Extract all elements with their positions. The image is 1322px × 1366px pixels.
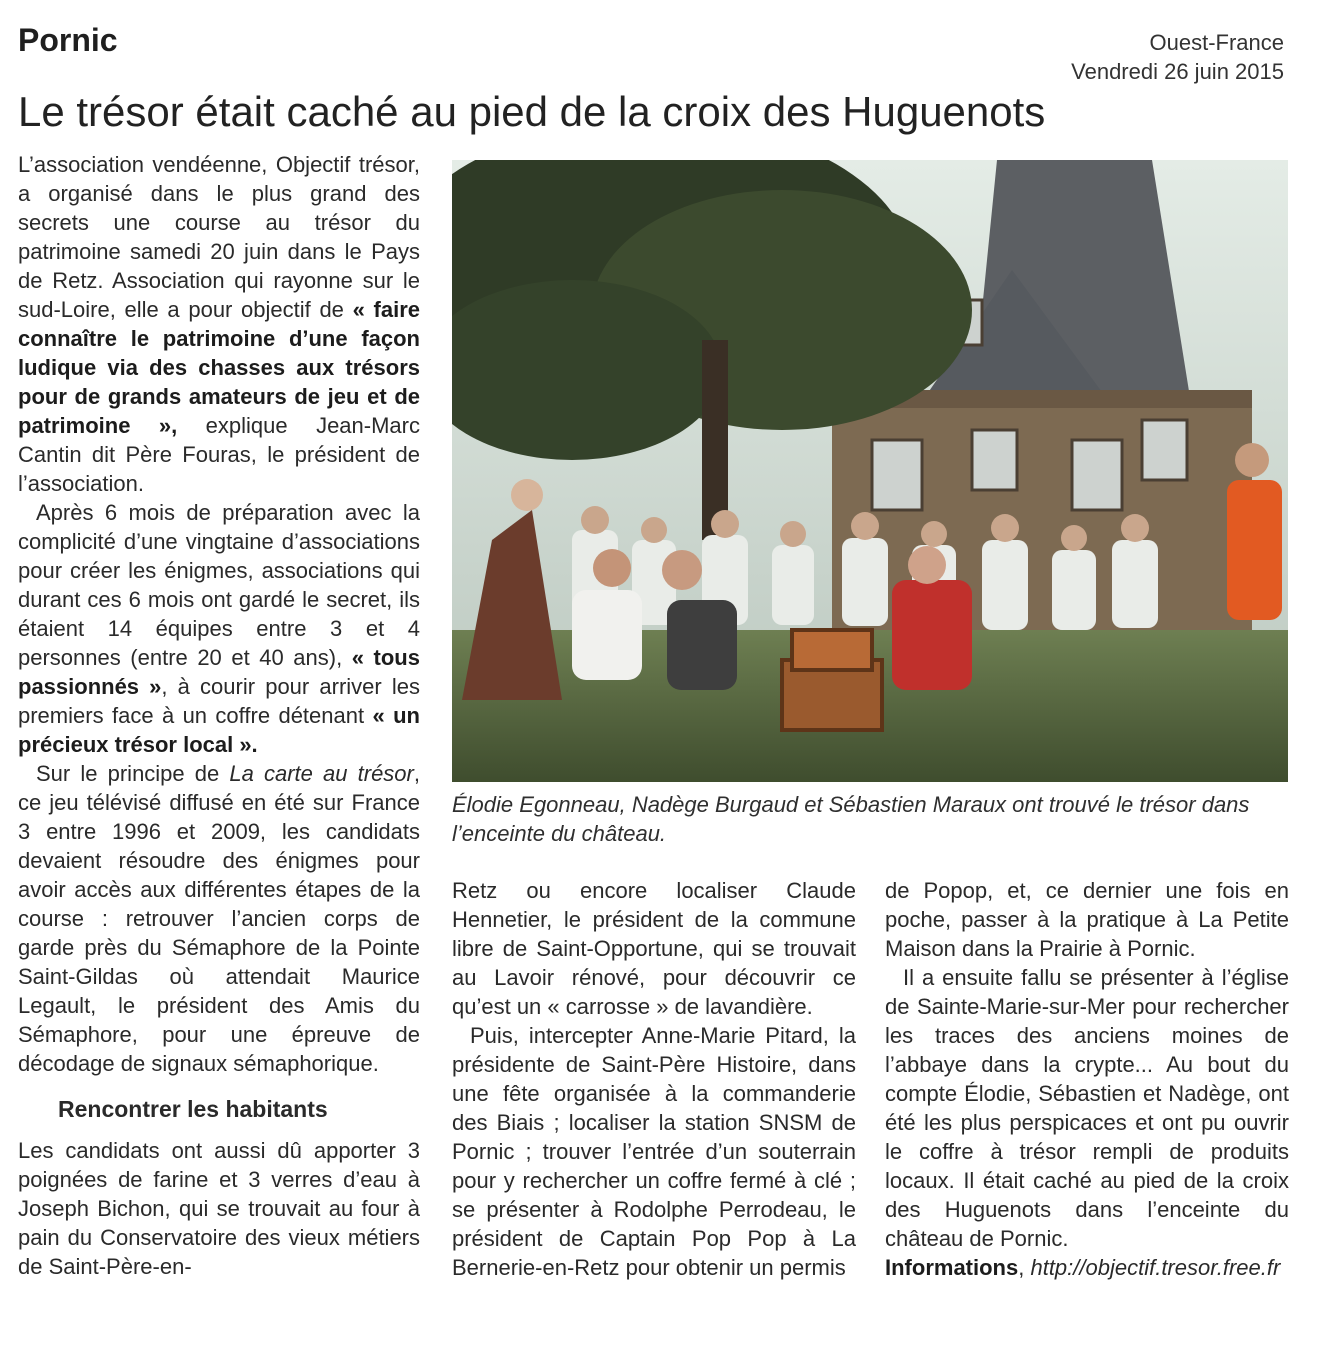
principle-text: Sur le principe de: [36, 761, 230, 786]
principle-text-end: , ce jeu télévisé diffusé en été sur France 3 entre 1996 et 2009, les candidats devaient résoudre des énigmes pour avoir accès aux différentes étapes de la course : retrouver l’ancien corps de garde près du Sémaphore de la Pointe Saint-Gildas où attendait Maurice Legault, le président des Amis du Sémaphore, pour une épreuve de décodage de signaux sémaphorique.: [18, 761, 420, 1076]
information-separator: ,: [1018, 1255, 1031, 1280]
prep-quote-2: « un précieux trésor local ».: [18, 703, 420, 757]
paragraph-intercept: Puis, intercepter Anne-Marie Pitard, la présidente de Saint-Père Histoire, dans une fête organisée à la commanderie des Biais ; localiser la station SNSM de Pornic ; trouver l’entrée d’un souterrain pour y rechercher un coffre fermé à clé ; se présenter à Rodolphe Perrodeau, le président de Captain Pop Pop à La Bernerie-en-Retz pour obtenir un permis: [452, 1023, 856, 1280]
publication-info: [1071, 28, 1284, 86]
information-line: [885, 1253, 1289, 1282]
intro-quote: « faire connaître le patrimoine d’une façon ludique via des chasses aux trésors pour de grands amateurs de jeu et de patrimoine »,: [18, 297, 420, 438]
paragraph-candidates-part2: Retz ou encore localiser Claude Hennetier, le président de la commune libre de Saint-Opportune, qui se trouvait au Lavoir rénové, pour découvrir ce qu’est un « carrosse » de lavandière.: [452, 878, 856, 1019]
prep-text-mid: , à courir pour arriver les premiers face à un coffre détenant: [18, 674, 420, 728]
photo-illustration: [452, 160, 1288, 782]
information-label: Informations: [885, 1255, 1019, 1280]
paragraph-conclusion: Il a ensuite fallu se présenter à l’église de Sainte-Marie-sur-Mer pour rechercher les traces des anciens moines de l’abbaye dans la crypte... Au bout du compte Élodie, Sébastien et Nadège, ont été les plus perspicaces et ont pu ouvrir le coffre à trésor rempli de produits locaux. Il était caché au pied de la croix des Huguenots dans l’enceinte du château de Pornic.: [885, 965, 1289, 1251]
paragraph-preparation: [18, 498, 420, 759]
article-column-2: [452, 876, 856, 1282]
tv-show-title: La carte au trésor: [229, 761, 414, 786]
subheading: Rencontrer les habitants: [58, 1096, 328, 1122]
article-photo: [452, 160, 1288, 782]
newspaper-name: Ouest-France: [1149, 30, 1284, 55]
paragraph-candidates-part1: Les candidats ont aussi dû apporter 3 poignées de farine et 3 verres d’eau à Joseph Bichon, qui se trouvait au four à pain du Conservatoire des vieux métiers de Saint-Père-en-: [18, 1138, 420, 1279]
paragraph-intercept-end: de Popop, et, ce dernier une fois en poche, passer à la pratique à La Petite Maison dans la Prairie à Pornic.: [885, 878, 1289, 961]
paragraph-intro: [18, 150, 420, 498]
prep-quote-1: « tous passionnés »: [18, 645, 420, 699]
section-title: Pornic: [18, 22, 118, 58]
paragraph-principle: [18, 759, 420, 1078]
intro-text: L’association vendéenne, Objectif trésor, a organisé dans le plus grand des secrets une course au trésor du patrimoine samedi 20 juin dans le Pays de Retz. Association qui rayonne sur le sud-Loire, elle a pour objectif de: [18, 152, 420, 322]
intro-text-end: explique Jean-Marc Cantin dit Père Fouras, le président de l’association.: [18, 413, 420, 496]
photo-caption: Élodie Egonneau, Nadège Burgaud et Sébastien Maraux ont trouvé le trésor dans l’enceinte du château.: [452, 792, 1250, 846]
information-link[interactable]: http://objectif.tresor.free.fr: [1030, 1255, 1281, 1280]
publication-date: Vendredi 26 juin 2015: [1071, 59, 1284, 84]
headline: Le trésor était caché au pied de la croix des Huguenots: [18, 88, 1046, 135]
prep-text: Après 6 mois de préparation avec la complicité d’une vingtaine d’associations pour créer les énigmes, associations qui durant ces 6 mois ont gardé le secret, ils étaient 14 équipes entre 3 et 4 personnes (entre 20 et 40 ans),: [18, 500, 420, 670]
article-column-1: [18, 150, 420, 1281]
article-column-3: [885, 876, 1289, 1282]
